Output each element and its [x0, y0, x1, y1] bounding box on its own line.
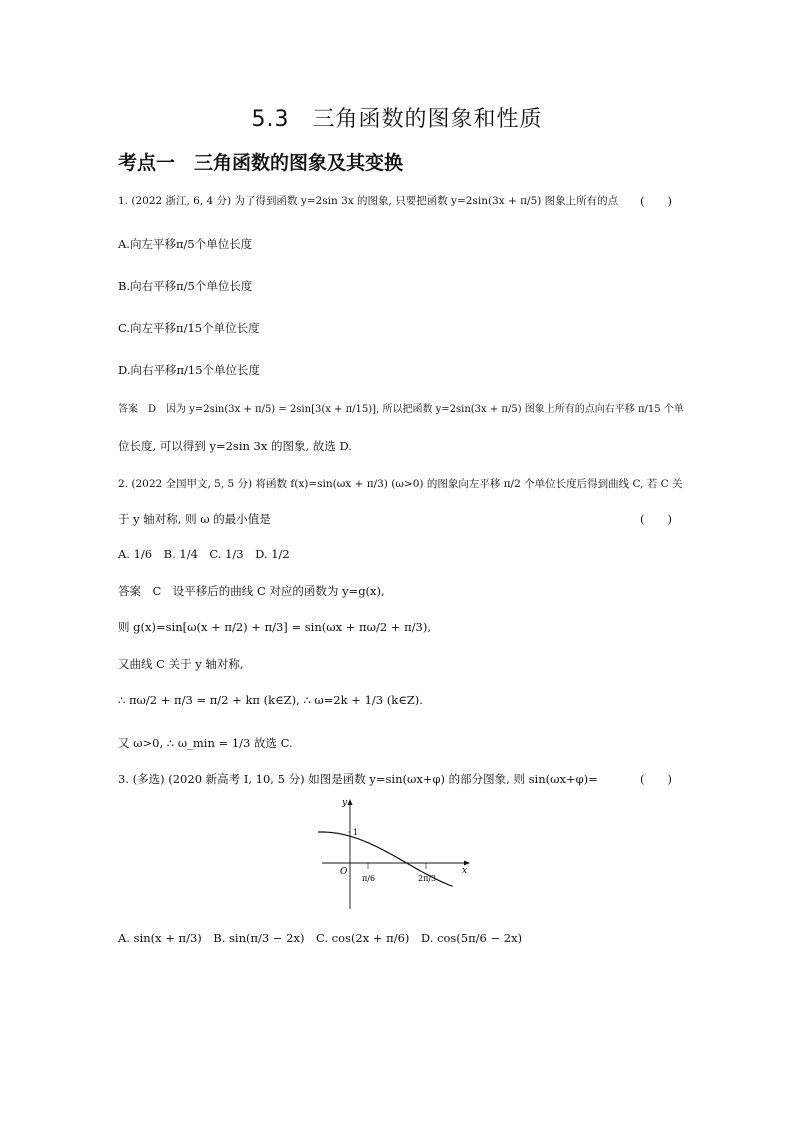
tick-pi-6-label: π/6: [362, 874, 376, 883]
y-axis-label: y: [342, 798, 348, 808]
x-axis-arrow-icon: [464, 861, 470, 866]
q1-option-b: B.向右平移π/5个单位长度: [118, 279, 253, 293]
q2-options: A. 1/6 B. 1/4 C. 1/3 D. 1/2: [118, 547, 290, 561]
section-heading: 考点一 三角函数的图象及其变换: [118, 152, 404, 174]
q1-option-a: A.向左平移π/5个单位长度: [118, 237, 253, 251]
one-label: 1: [353, 828, 359, 837]
q3-blank: ( ): [640, 772, 672, 786]
q2-stem-line2: 于 y 轴对称, 则 ω 的最小值是: [118, 512, 271, 526]
q2-stem-line1: 2. (2022 全国甲文, 5, 5 分) 将函数 f(x)=sin(ωx + π/3) (ω>0) 的图象向左平移 π/2 个单位长度后得到曲线 C, 若 C 关: [118, 478, 683, 490]
q1-option-d: D.向右平移π/15个单位长度: [118, 363, 261, 377]
q2-answer-line: 答案 C 设平移后的曲线 C 对应的函数为 y=g(x),: [118, 584, 385, 598]
q3-sine-graph: [318, 795, 478, 915]
q1-stem: 1. (2022 浙江, 6, 4 分) 为了得到函数 y=2sin 3x 的图象, 只要把函数 y=2sin(3x + π/5) 图象上所有的点: [118, 195, 619, 207]
q1-answer-line1: 答案 D 因为 y=2sin(3x + π/5) = 2sin[3(x + π/15)], 所以把函数 y=2sin(3x + π/5) 图象上所有的点向右平移 π/15 个单: [118, 404, 684, 415]
q1-blank: ( ): [640, 194, 672, 208]
q3-stem: 3. (多选) (2020 新高考 I, 10, 5 分) 如图是函数 y=sin(ωx+φ) 的部分图象, 则 sin(ωx+φ)=: [118, 772, 598, 786]
q2-blank: ( ): [640, 512, 672, 526]
q2-answer-line: ∴ πω/2 + π/3 = π/2 + kπ (k∈Z), ∴ ω=2k + 1/3 (k∈Z).: [118, 693, 423, 707]
page-title: 5.3 三角函数的图象和性质: [251, 107, 543, 132]
y-axis-arrow-icon: [348, 799, 353, 805]
q2-answer-line: 又曲线 C 关于 y 轴对称,: [118, 657, 244, 671]
q3-options: A. sin(x + π/3) B. sin(π/3 − 2x) C. cos(2x + π/6) D. cos(5π/6 − 2x): [118, 931, 523, 945]
q1-answer-line2: 位长度, 可以得到 y=2sin 3x 的图象, 故选 D.: [118, 439, 352, 453]
x-axis-label: x: [462, 866, 468, 876]
q2-answer-line: 则 g(x)=sin[ω(x + π/2) + π/3] = sin(ωx + πω/2 + π/3),: [118, 620, 431, 634]
origin-label: O: [340, 867, 348, 877]
q1-option-c: C.向左平移π/15个单位长度: [118, 321, 260, 335]
q2-answer-line: 又 ω>0, ∴ ω_min = 1/3 故选 C.: [118, 736, 293, 750]
tick-2pi-3-label: 2π/3: [418, 874, 437, 883]
